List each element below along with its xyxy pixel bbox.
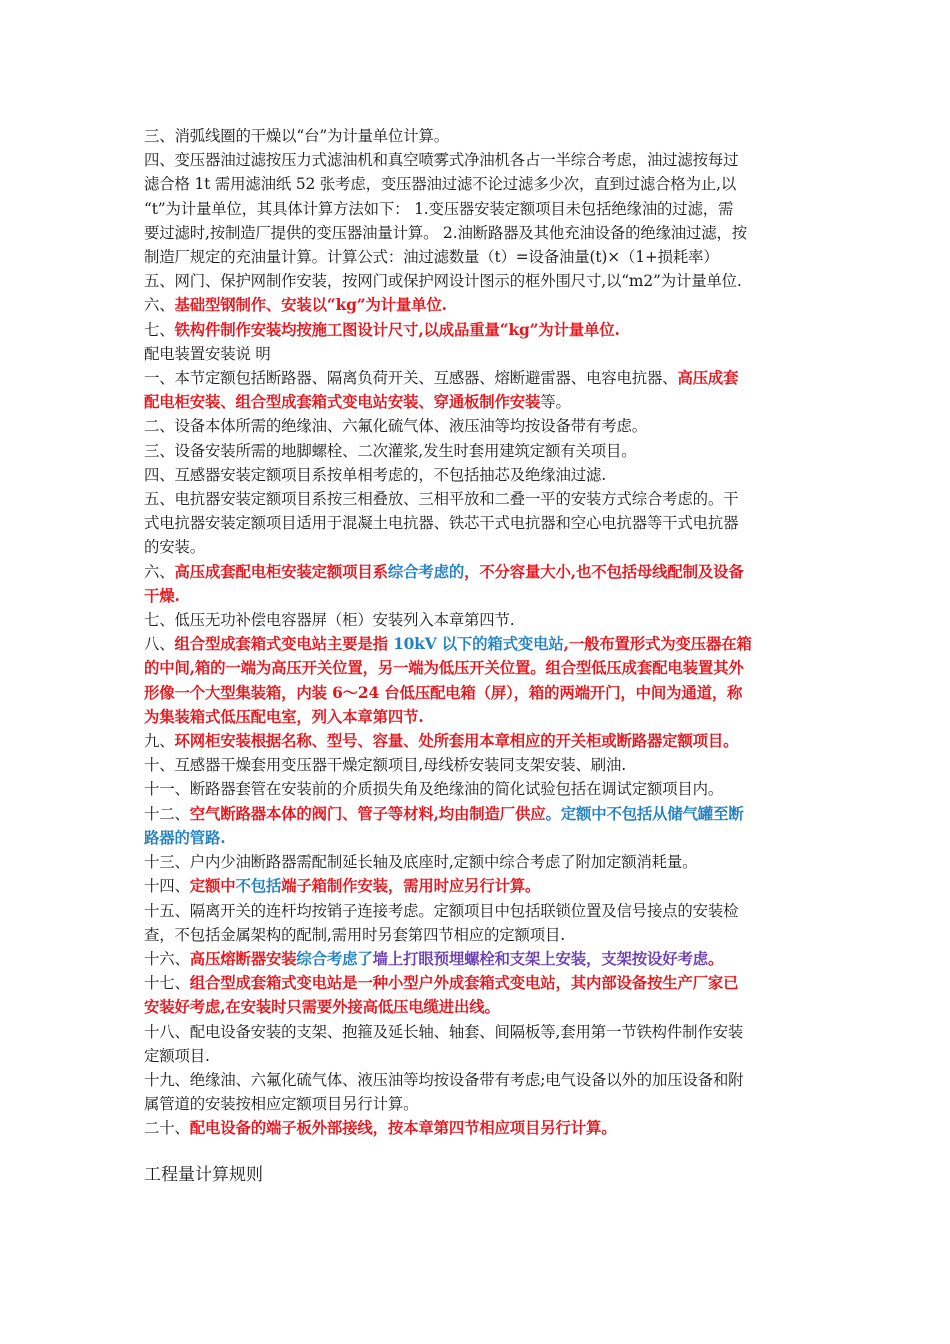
text-segment-blue: 综合考虑了 [296,949,373,968]
text-line [144,656,808,680]
text-line [144,463,808,487]
text-segment-normal: 五、电抗器安装定额项目系按三相叠放、三相平放和二叠一平的安装方式综合考虑的。干 [144,490,739,509]
text-segment-normal: 十七、 [144,974,190,993]
text-line [144,777,808,801]
text-segment-red: 高压成套配电柜安装定额项目系 [174,562,388,581]
text-segment-normal: 四、变压器油过滤按压力式滤油机和真空喷雾式净油机各占一半综合考虑，油过滤按每过 [144,151,739,170]
text-line [144,1068,808,1092]
text-segment-blue: 综合考虑的 [387,562,465,581]
text-segment-red: 安装好考虑,在安装时只需要外接高低压电缆进出线。 [144,998,500,1017]
text-line [144,947,808,971]
text-segment-normal: 十六、 [144,949,190,968]
text-line [144,342,808,366]
text-line [144,729,808,753]
text-segment-normal: 配电装置安装说 明 [144,344,271,363]
text-segment-red: 组合型成套箱式变电站主要是指 [174,635,394,654]
text-line [144,850,808,874]
text-segment-blue: 。定额中不包括 [545,804,653,823]
text-line [144,124,808,148]
text-segment-normal: 十、互感器干燥套用变压器干燥定额项目,母线桥安装同支架安装、刷油. [144,756,626,775]
text-segment-normal: 十五、隔离开关的连杆均按销子连接考虑。定额项目中包括联锁位置及信号接点的安装检 [144,901,739,920]
text-line [144,414,808,438]
text-segment-blue: 从储气罐至断 [652,804,744,823]
text-line [144,826,808,850]
text-segment-red: 为集装箱式低压配电室，列入本章第四节. [144,707,424,726]
text-segment-normal: 十三、户内少油断路器需配制延长轴及底座时,定额中综合考虑了附加定额消耗量。 [144,853,698,872]
text-line [144,318,808,342]
text-segment-normal: 十一、断路器套管在安装前的介质损失角及绝缘油的简化试验包括在调试定额项目内。 [144,780,724,799]
text-segment-red: 高压成套 [677,369,739,388]
text-segment-red: 干燥. [144,586,180,605]
text-segment-normal: 定额项目. [144,1046,210,1065]
text-line [144,1092,808,1116]
text-segment-normal: “t”为计量单位，其具体计算方法如下： 1.变压器安装定额项目未包括绝缘油的过滤，需 [144,199,734,218]
paragraph-lines [144,124,808,1141]
text-segment-red: ，不分容量大小,也不包括母线配制及设备 [464,562,744,581]
text-segment-normal: 六、 [144,296,175,315]
text-line [144,995,808,1019]
text-line [144,197,808,221]
text-segment-red: 铁构件制作安装均按施工图设计尺寸,以成品重量“kg”为计量单位. [174,320,620,339]
text-line [144,245,808,269]
text-segment-normal: 八、 [144,635,175,654]
text-segment-normal: 九、 [144,732,175,751]
text-line [144,560,808,584]
text-line [144,705,808,729]
text-segment-normal: 三、消弧线圈的干燥以“台”为计量单位计算。 [144,127,450,145]
text-segment-red: ,一般布置形式为变压器在箱 [563,635,752,654]
text-line [144,1020,808,1044]
text-segment-normal: 查，不包括金属架构的配制,需用时另套第四节相应的定额项目. [144,925,565,944]
text-segment-red: 组合型成套箱式变电站是一种小型户外成套箱式变电站，其内部设备按生产厂家已 [189,974,739,993]
text-line [144,608,808,632]
text-segment-red: 高压熔断器安装 [189,949,297,968]
text-segment-blue: 10kV 以下的箱式变电站 [393,635,564,654]
text-segment-red: 环网柜安装根据名称、型号、容量、处所套用本章相应的开关柜或断路器定额项目。 [174,732,739,751]
text-segment-normal: 滤合格 1t 需用滤油纸 52 张考虑，变压器油过滤不论过滤多少次，直到过滤合格为止,以 [144,175,737,194]
text-segment-red: 形像一个大型集装箱，内装 6～24 台低压配电箱（屏），箱的两端开门，中间为通道，称 [144,683,743,702]
text-line [144,632,808,656]
text-segment-purple: 墙上打眼预埋螺栓和支架上安装，支架按设好考虑 [372,949,708,968]
text-line [144,148,808,172]
text-line [144,971,808,995]
text-line [144,753,808,777]
text-line [144,439,808,463]
text-segment-blue: 不包括 [235,877,282,896]
text-segment-normal: 四、互感器安装定额项目系按单相考虑的，不包括抽芯及绝缘油过滤. [144,465,606,484]
text-line [144,584,808,608]
document-body [144,124,808,1188]
text-segment-normal: 属管道的安装按相应定额项目另行计算。 [144,1095,419,1114]
text-segment-red: 空气断路器本体的阀门、管子等材料,均由制造厂供应 [189,804,546,823]
text-line [144,221,808,245]
text-segment-normal: 三、设备安装所需的地脚螺栓、二次灌浆,发生时套用建筑定额有关项目。 [144,441,637,460]
text-segment-normal: 五、网门、保护网制作安装，按网门或保护网设计图示的框外围尺寸,以“m2”为计量单位. [144,272,742,291]
text-segment-normal: 制造厂规定的充油量计算。计算公式：油过滤数量（t）=设备油量(t)×（1+损耗率） [144,248,719,267]
text-segment-normal: 式电抗器安装定额项目适用于混凝土电抗器、铁芯干式电抗器和空心电抗器等干式电抗器 [144,514,739,533]
text-segment-normal: 二、设备本体所需的绝缘油、六氟化硫气体、液压油等均按设备带有考虑。 [144,417,647,436]
text-segment-red: 。 [707,949,724,968]
text-segment-red: 端子箱制作安装，需用时应另行计算。 [281,877,541,896]
section-heading-calculation-rules: 工程量计算规则 [144,1164,263,1185]
text-line [144,874,808,898]
text-segment-normal: 十四、 [144,877,190,896]
text-line [144,1116,808,1140]
text-line [144,1044,808,1068]
text-segment-normal: 十八、配电设备安装的支架、抱箍及延长轴、轴套、间隔板等,套用第一节铁构件制作安装 [144,1022,744,1041]
text-segment-red: 定额中 [189,877,236,896]
text-segment-normal: 二十、 [144,1119,190,1138]
text-segment-normal: 的安装。 [144,538,205,557]
text-line [144,511,808,535]
text-line [144,899,808,923]
text-segment-normal: 要过滤时,按制造厂提供的变压器油量计算。 2.油断路器及其他充油设备的绝缘油过滤，按 [144,223,748,242]
text-segment-normal: 七、低压无功补偿电容器屏（柜）安装列入本章第四节. [144,611,515,630]
text-segment-normal: 十二、 [144,804,190,823]
text-segment-normal: 六、 [144,562,175,581]
text-segment-red: 配电柜安装、组合型成套箱式变电站安装、穿通板制作安装 [144,393,541,412]
text-segment-normal: 等。 [540,393,571,412]
text-segment-red: 的中间,箱的一端为高压开关位置，另一端为低压开关位置。组合型低压成套配电装置其外 [144,659,744,678]
text-segment-red: 基础型钢制作、安装以“kg”为计量单位. [174,296,447,315]
text-segment-normal: 一、本节定额包括断路器、隔离负荷开关、互感器、熔断避雷器、电容电抗器、 [144,369,678,388]
text-line [144,923,808,947]
text-segment-normal: 十九、绝缘油、六氟化硫气体、液压油等均按设备带有考虑;电气设备以外的加压设备和附 [144,1070,744,1089]
text-line [144,293,808,317]
text-segment-normal: 七、 [144,320,175,339]
text-line [144,487,808,511]
text-segment-blue: 路器的管路. [144,828,226,847]
text-line [144,535,808,559]
text-segment-red: 配电设备的端子板外部接线，按本章第四节相应项目另行计算。 [189,1119,617,1138]
text-line [144,802,808,826]
text-line [144,681,808,705]
text-line [144,390,808,414]
text-line [144,269,808,293]
text-line [144,366,808,390]
text-line [144,172,808,196]
